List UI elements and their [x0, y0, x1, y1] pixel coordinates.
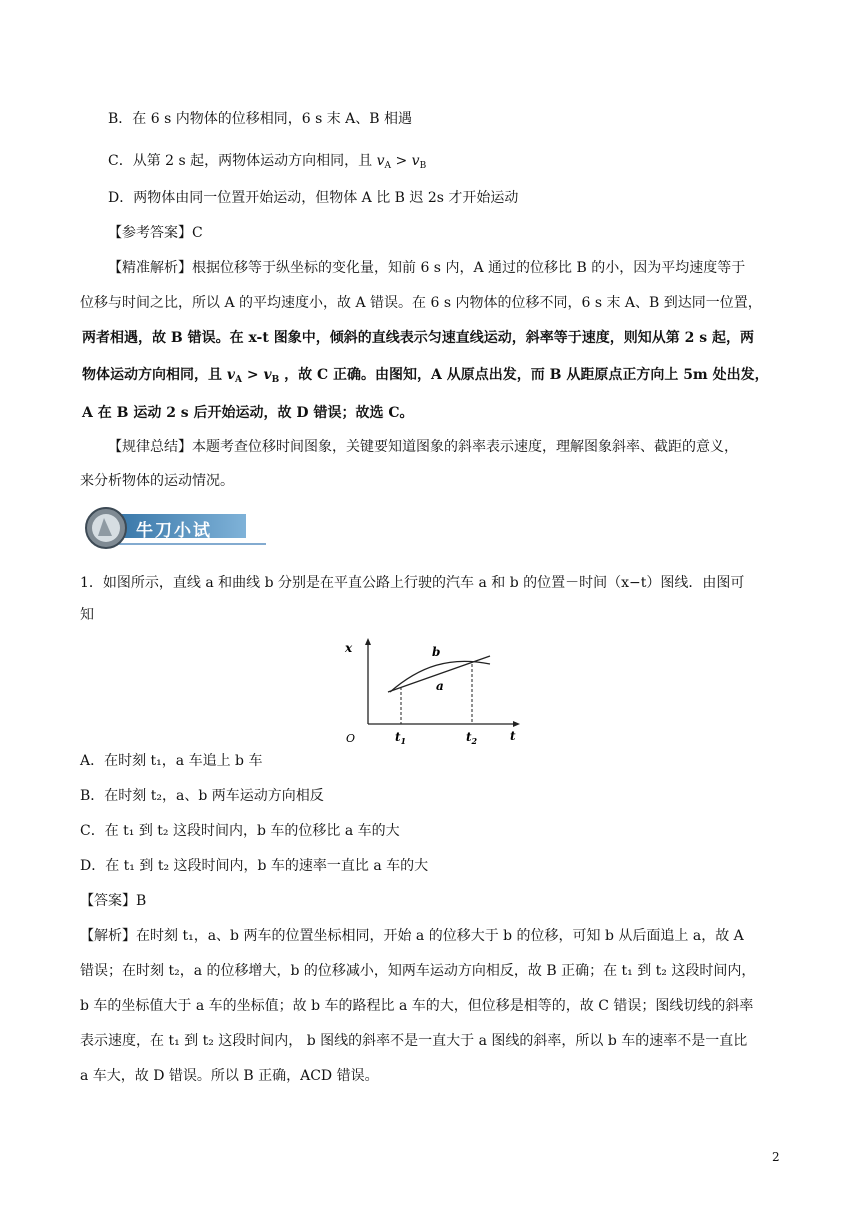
- y-axis-arrow: [365, 638, 371, 645]
- q1-option-b: B．在时刻 t₂，a、b 两车运动方向相反: [80, 788, 324, 804]
- summary-line-2: 来分析物体的运动情况。: [80, 473, 234, 489]
- q1-analysis-line-2: 错误；在时刻 t₂，a 的位移增大，b 的位移减小，知两车运动方向相反，故 B 正确；在 t₁ 到 t₂ 这段时间内，: [80, 963, 756, 979]
- q1-analysis-line-5: a 车大，故 D 错误。所以 B 正确，ACD 错误。: [80, 1068, 379, 1084]
- analysis-line-4-suffix: ，故 C 正确。由图知，A 从原点出发，而 B 从距原点正方向上 5m 处出发，: [284, 367, 769, 383]
- section-banner: [80, 504, 266, 550]
- xt-graph: [340, 636, 525, 746]
- analysis-line-2: 位移与时间之比，所以 A 的平均速度小，故 A 错误。在 6 s 内物体的位移不同，6 s 末 A、B 到达同一位置，: [80, 295, 762, 311]
- q1-analysis-line-4: 表示速度，在 t₁ 到 t₂ 这段时间内， b 图线的斜率不是一直大于 a 图线的斜率，所以 b 车的速率不是一直比: [80, 1033, 748, 1049]
- q1-option-c: C．在 t₁ 到 t₂ 这段时间内，b 车的位移比 a 车的大: [80, 823, 400, 839]
- q1-answer: 【答案】B: [80, 893, 147, 909]
- inequality-va-vb-2: $v_A > v_B$: [226, 367, 280, 385]
- option-b: B．在 6 s 内物体的位移相同，6 s 末 A、B 相遇: [108, 111, 413, 127]
- analysis-line-4-prefix: 物体运动方向相同，且: [82, 367, 222, 383]
- option-d: D．两物体由同一位置开始运动，但物体 A 比 B 迟 2s 才开始运动: [108, 190, 519, 206]
- analysis-line-1: 【精准解析】根据位移等于纵坐标的变化量，知前 6 s 内，A 通过的位移比 B 的小，因为平均速度等于: [108, 260, 746, 276]
- inequality-va-vb: $v_A > v_B$: [376, 153, 427, 171]
- option-c: [108, 151, 426, 176]
- q1-analysis-line-3: b 车的坐标值大于 a 车的坐标值；故 b 车的路程比 a 车的大，但位移是相等的，故 C 错误；图线切线的斜率: [80, 998, 754, 1014]
- x-axis-arrow: [513, 721, 520, 727]
- y-axis-label: x: [345, 641, 353, 655]
- q1-stem-line-2: 知: [80, 607, 94, 623]
- line-a-label: a: [436, 679, 444, 693]
- q1-analysis-line-1: 【解析】在时刻 t₁，a、b 两车的位置坐标相同，开始 a 的位移大于 b 的位移，可知 b 从后面追上 a，故 A: [80, 928, 744, 944]
- banner-title: 牛刀小试: [136, 521, 212, 541]
- analysis-line-3: 两者相遇，故 B 错误。在 x-t 图象中，倾斜的直线表示匀速直线运动，斜率等于速度，则知从第 2 s 起，两: [82, 330, 754, 346]
- curve-b-label: b: [432, 645, 441, 659]
- q1-option-a: A．在时刻 t₁，a 车追上 b 车: [80, 753, 263, 769]
- t2-label: $t_2$: [466, 730, 478, 746]
- q1-stem-line-1: 1．如图所示，直线 a 和曲线 b 分别是在平直公路上行驶的汽车 a 和 b 的位置－时间（x−t）图线．由图可: [80, 575, 745, 591]
- analysis-line-4: [82, 365, 769, 390]
- q1-option-d: D．在 t₁ 到 t₂ 这段时间内，b 车的速率一直比 a 车的大: [80, 858, 429, 874]
- summary-line-1: 【规律总结】本题考查位移时间图象，关键要知道图象的斜率表示速度，理解图象斜率、截距的意义，: [108, 439, 738, 455]
- origin-label: O: [346, 732, 356, 745]
- page-number: 2: [772, 1150, 780, 1164]
- option-c-text: C．从第 2 s 起，两物体运动方向相同，且: [108, 153, 373, 169]
- x-axis-label: t: [510, 729, 516, 743]
- t1-label: $t_1$: [395, 730, 407, 746]
- reference-answer: 【参考答案】C: [108, 225, 203, 241]
- analysis-line-5: A 在 B 运动 2 s 后开始运动，故 D 错误；故选 C。: [82, 405, 414, 421]
- xt-graph-svg: [340, 636, 525, 746]
